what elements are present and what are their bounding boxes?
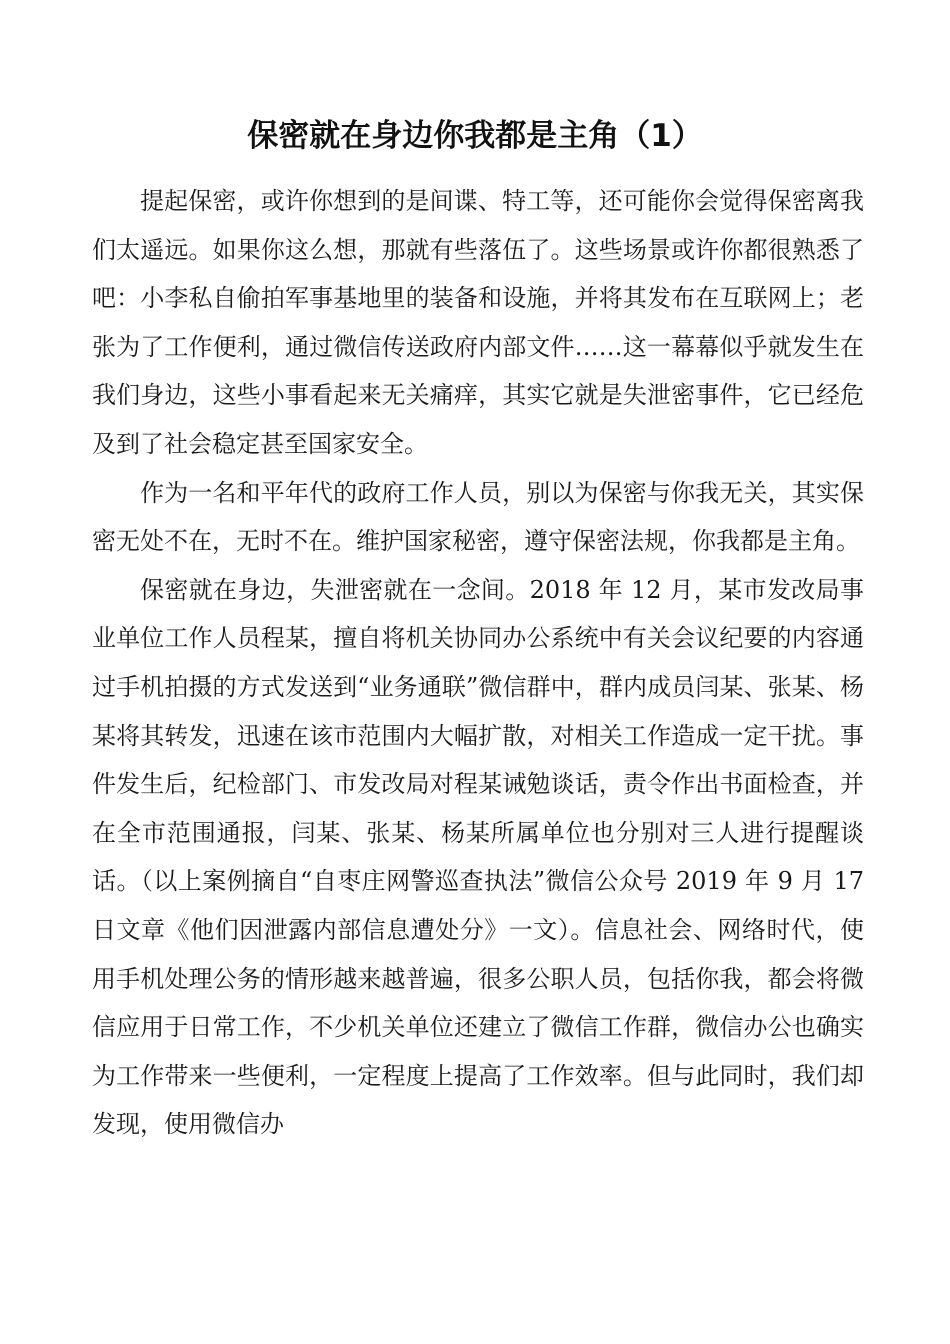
paragraph-1: 提起保密，或许你想到的是间谍、特工等，还可能你会觉得保密离我们太遥远。如果你这么想，那就有些落伍了。这些场景或许你都很熟悉了吧：小李私自偷拍军事基地里的装备和设施，并将其发布在互联网上；老张为了工作便利，通过微信传送政府内部文件……这一幕幕似乎就发生在我们身边，这些小事看起来无关痛痒，其实它就是失泄密事件，它已经危及到了社会稳定甚至国家安全。 bbox=[92, 187, 864, 458]
paragraph-3: 保密就在身边，失泄密就在一念间。2018 年 12 月，某市发改局事业单位工作人员程某，擅自将机关协同办公系统中有关会议纪要的内容通过手机拍摄的方式发送到“业务通联”微信群中，群内成员闫某、张某、杨某将其转发，迅速在该市范围内大幅扩散，对相关工作造成一定干扰。事件发生后，纪检部门、市发改局对程某诫勉谈话，责令作出书面检查，并在全市范围通报，闫某、张某、杨某所属单位也分别对三人进行提醒谈话。（以上案例摘自“自枣庄网警巡查执法”微信公众号 2019 年 9 月 17 日文章《他们因泄露内部信息遭处分》一文）。信息社会、网络时代，使用手机处理公务的情形越来越普遍，很多公职人员，包括你我，都会将微信应用于日常工作，不少机关单位还建立了微信工作群，微信办公也确实为工作带来一些便利，一定程度上提高了工作效率。但与此同时，我们却发现，使用微信办 bbox=[92, 575, 872, 1139]
paragraph-2: 作为一名和平年代的政府工作人员，别以为保密与你我无关，其实保密无处不在，无时不在。维护国家秘密，遵守保密法规，你我都是主角。 bbox=[92, 478, 864, 556]
document-title: 保密就在身边你我都是主角（1） bbox=[247, 118, 703, 154]
document-body bbox=[92, 177, 872, 1149]
